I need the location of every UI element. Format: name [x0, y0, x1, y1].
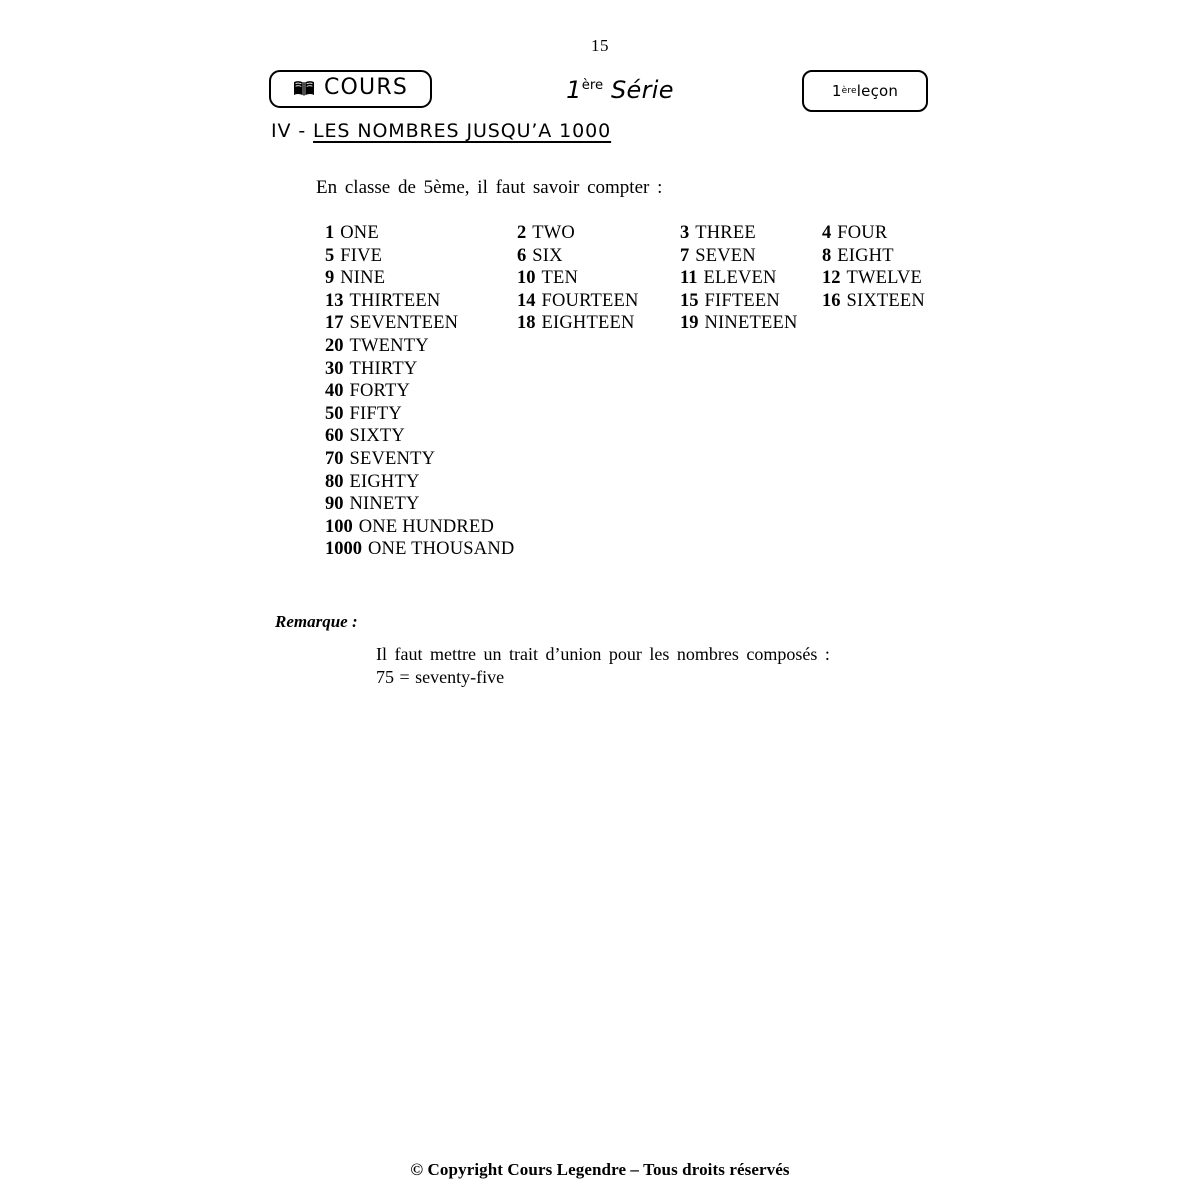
number-word: SEVENTY [349, 448, 436, 469]
number-row [517, 267, 639, 290]
number-word: NINETEEN [704, 313, 798, 334]
cours-label: COURS [323, 75, 409, 100]
number-word: TEN [541, 268, 579, 289]
number-word: FORTY [349, 381, 411, 402]
number-digits: 1 [325, 223, 335, 243]
number-digits: 30 [325, 358, 344, 379]
page-number: 15 [591, 36, 609, 55]
cours-badge [269, 70, 432, 108]
number-row [325, 335, 514, 358]
lecon-prefix: 1 [831, 82, 842, 100]
number-row [325, 425, 514, 448]
number-digits: 17 [325, 313, 344, 334]
number-row [822, 245, 925, 268]
number-digits: 40 [325, 381, 344, 402]
footer-copyright: © Copyright Cours Legendre – Tous droits réservés [410, 1160, 790, 1179]
section-number: IV - [271, 120, 314, 142]
numbers-column-3 [680, 222, 798, 335]
number-row [325, 358, 514, 381]
numbers-column-2 [517, 222, 639, 335]
lecon-suffix: leçon [856, 82, 899, 100]
number-digits: 9 [325, 268, 335, 289]
number-word: TWO [532, 223, 575, 243]
remarque-label: Remarque : [275, 612, 358, 631]
number-row [517, 290, 639, 313]
number-row [325, 380, 514, 403]
number-word: SIXTEEN [846, 290, 925, 311]
number-digits: 4 [822, 223, 832, 243]
number-digits: 20 [325, 335, 344, 356]
serie-title [500, 76, 740, 104]
number-digits: 50 [325, 403, 344, 424]
number-row [822, 267, 925, 290]
numbers-grid [0, 222, 1200, 572]
number-row [325, 538, 514, 561]
section-title: LES NOMBRES JUSQU’A 1000 [313, 120, 612, 142]
number-row [325, 448, 514, 471]
number-word: NINE [340, 268, 386, 289]
number-digits: 80 [325, 471, 344, 492]
number-row [325, 222, 514, 245]
number-digits: 19 [680, 313, 699, 334]
number-word: ONE HUNDRED [358, 516, 495, 537]
number-digits: 90 [325, 494, 344, 515]
lecon-superscript: ère [841, 86, 857, 96]
number-row [325, 290, 514, 313]
serie-suffix: Série [603, 76, 674, 104]
number-digits: 3 [680, 223, 690, 243]
number-row [680, 245, 798, 268]
number-digits: 1000 [325, 539, 362, 560]
number-row [517, 245, 639, 268]
number-row [325, 245, 514, 268]
number-row [325, 267, 514, 290]
number-word: NINETY [349, 494, 420, 515]
number-word: FIVE [340, 245, 383, 266]
serie-superscript: ère [581, 78, 604, 93]
number-row [325, 312, 514, 335]
number-word: FIFTY [349, 403, 402, 424]
number-row [680, 267, 798, 290]
number-digits: 18 [517, 313, 536, 334]
number-row [325, 493, 514, 516]
number-digits: 12 [822, 268, 841, 289]
number-word: ELEVEN [703, 268, 777, 289]
number-digits: 70 [325, 448, 344, 469]
number-row [325, 403, 514, 426]
serie-prefix: 1 [566, 76, 582, 104]
open-book-icon [293, 80, 315, 98]
number-word: TWENTY [349, 335, 429, 356]
number-word: FOUR [837, 223, 888, 243]
number-digits: 8 [822, 245, 832, 266]
number-word: SEVENTEEN [349, 313, 459, 334]
number-digits: 10 [517, 268, 536, 289]
number-digits: 13 [325, 290, 344, 311]
number-word: THREE [695, 223, 756, 243]
number-word: EIGHTY [349, 471, 420, 492]
number-word: SIX [532, 245, 563, 266]
number-word: THIRTY [349, 358, 418, 379]
number-row [517, 222, 639, 245]
number-word: FOURTEEN [541, 290, 639, 311]
number-word: ONE [340, 223, 379, 243]
remarque-body [376, 643, 830, 689]
numbers-column-1 [325, 222, 514, 561]
number-row [325, 471, 514, 494]
number-digits: 5 [325, 245, 335, 266]
number-word: ONE THOUSAND [368, 539, 515, 560]
intro-text: En classe de 5ème, il faut savoir compter : [316, 177, 663, 198]
number-digits: 6 [517, 245, 527, 266]
number-word: EIGHT [837, 245, 894, 266]
number-digits: 7 [680, 245, 690, 266]
number-row [517, 312, 639, 335]
number-word: EIGHTEEN [541, 313, 635, 334]
number-row [325, 516, 514, 539]
number-digits: 100 [325, 516, 353, 537]
number-digits: 14 [517, 290, 536, 311]
number-digits: 16 [822, 290, 841, 311]
number-row [680, 290, 798, 313]
number-word: THIRTEEN [349, 290, 441, 311]
number-row [680, 222, 798, 245]
number-word: FIFTEEN [704, 290, 780, 311]
number-word: TWELVE [846, 268, 923, 289]
remarque-line-2: 75 = seventy-five [376, 667, 505, 687]
number-digits: 11 [680, 268, 698, 289]
remarque-line-1: Il faut mettre un trait d’union pour les nombres composés : [376, 644, 830, 664]
numbers-column-4 [822, 222, 925, 312]
lecon-badge [802, 70, 928, 112]
number-row [822, 290, 925, 313]
number-digits: 15 [680, 290, 699, 311]
number-row [680, 312, 798, 335]
section-heading [271, 120, 611, 142]
number-word: SIXTY [349, 426, 405, 447]
number-digits: 2 [517, 223, 527, 243]
number-digits: 60 [325, 426, 344, 447]
number-word: SEVEN [695, 245, 756, 266]
number-row [822, 222, 925, 245]
